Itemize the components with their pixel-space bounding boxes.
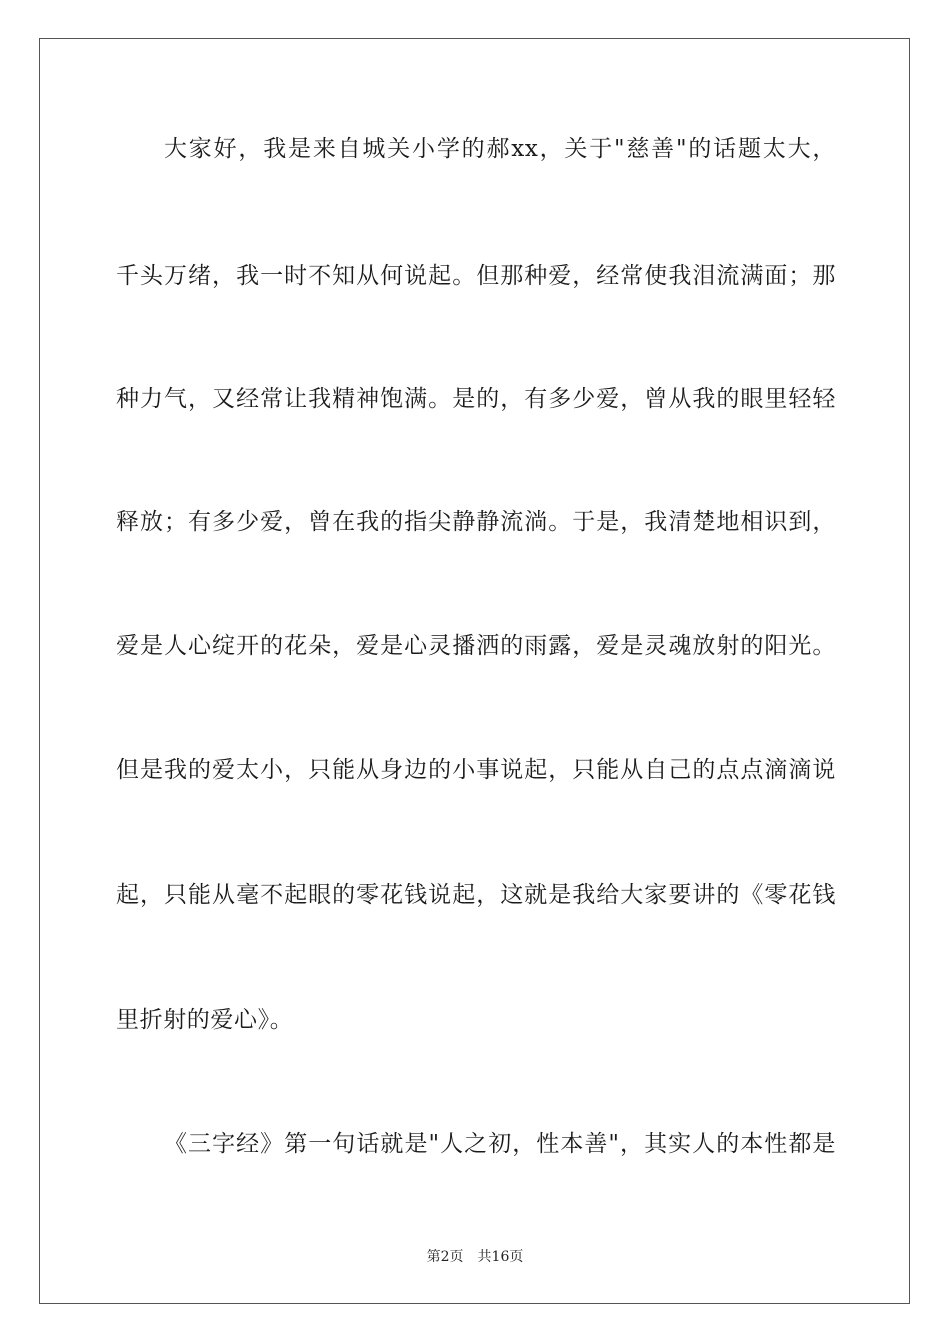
paragraph-line-8: 里折射的爱心》。 bbox=[116, 1007, 294, 1033]
paragraph-line-4: 释放；有多少爱，曾在我的指尖静静流淌。于是，我清楚地相识到， bbox=[116, 509, 836, 535]
page-number: 第2页 bbox=[426, 1249, 464, 1265]
paragraph-line-1: 大家好，我是来自城关小学的郝xx，关于"慈善"的话题太大， bbox=[164, 136, 836, 162]
page-footer bbox=[0, 1248, 950, 1266]
paragraph-line-5: 爱是人心绽开的花朵，爱是心灵播洒的雨露，爱是灵魂放射的阳光。 bbox=[116, 633, 836, 659]
paragraph-line-2: 千头万绪，我一时不知从何说起。但那种爱，经常使我泪流满面；那 bbox=[116, 263, 836, 289]
page-border bbox=[39, 38, 910, 1304]
paragraph-line-7: 起，只能从毫不起眼的零花钱说起，这就是我给大家要讲的《零花钱 bbox=[116, 882, 836, 908]
paragraph-line-3: 种力气，又经常让我精神饱满。是的，有多少爱，曾从我的眼里轻轻 bbox=[116, 386, 836, 412]
paragraph-line-9: 《三字经》第一句话就是"人之初，性本善"，其实人的本性都是 bbox=[164, 1131, 836, 1157]
paragraph-line-6: 但是我的爱太小，只能从身边的小事说起，只能从自己的点点滴滴说 bbox=[116, 757, 836, 783]
page-total: 共16页 bbox=[477, 1249, 524, 1265]
